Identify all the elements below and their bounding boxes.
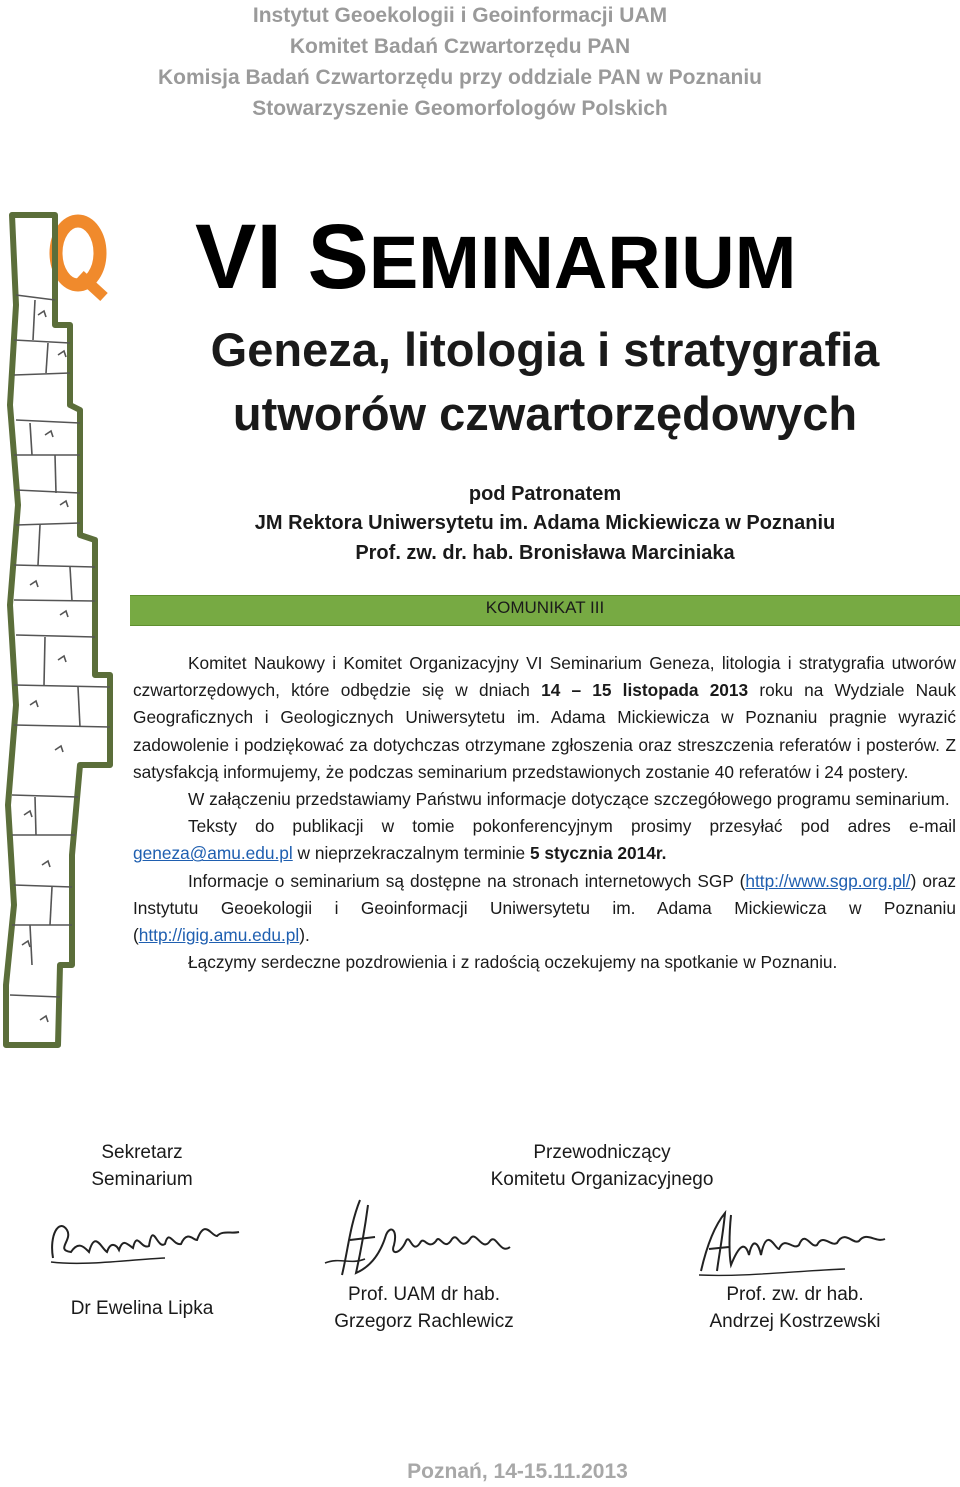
org-line: Komisja Badań Czwartorzędu przy oddziale PAN w Poznaniu [157,66,763,89]
seminar-title [195,205,895,308]
title-vi: VI [195,206,308,308]
chair1-name: Grzegorz Rachlewicz [334,1311,514,1332]
q-letter-icon [56,221,104,297]
patron-line-3: Prof. zw. dr. hab. Bronisława Marciniaka [355,542,735,564]
paragraph: Łączymy serdeczne pozdrowienia i z radością oczekujemy na spotkanie w Poznaniu. [188,952,838,973]
text: ). [299,925,310,946]
chair1-block [299,1281,549,1335]
signature-lipka [45,1200,245,1275]
paragraph [133,868,956,950]
role-line: Seminarium [91,1169,193,1190]
deadline-bold: 5 stycznia 2014r. [529,843,667,864]
paragraph: W załączeniu przedstawiamy Państwu informacje dotyczące szczegółowego programu seminarium. [188,789,950,810]
sgp-link[interactable]: http://www.sgp.org.pl/ [745,870,911,891]
signature-kostrzewski [695,1205,890,1280]
subtitle-line-2: utworów czwartorzędowych [232,387,858,440]
title-s: S [307,206,369,308]
patron-line-1: pod Patronatem [468,483,622,505]
secretary-name: Dr Ewelina Lipka [70,1298,214,1319]
communique-label: KOMUNIKAT III [485,598,605,617]
role-line: Komitetu Organizacyjnego [490,1169,714,1190]
date-bold: 14 – 15 listopada 2013 [541,680,749,701]
logo-graphic [0,205,130,1055]
text: Informacje o seminarium są dostępne na stronach internetowych SGP ( [188,870,746,891]
patron-line-2: JM Rektora Uniwersytetu im. Adama Mickiewicza w Poznaniu [254,512,836,534]
igig-link[interactable]: http://igig.amu.edu.pl [138,925,300,946]
org-line: Komitet Badań Czwartorzędu PAN [289,35,631,58]
text: ) oraz Instytutu Geoekologii i Geoinformacji Uniwersytetu im. Adama Mickiewicza w Poznaniu ( [133,870,956,946]
chair-role [452,1139,752,1193]
chair1-title: Prof. UAM dr hab. [347,1284,501,1305]
role-line: Przewodniczący [533,1142,671,1163]
text: Komitet Naukowy i Komitet Organizacyjny VI Seminarium Geneza, litologia i stratygrafia utworów czwartorzędowych, które odbędzie się w dniach [133,653,956,701]
signature-rachlewicz [320,1195,520,1280]
org-line: Stowarzyszenie Geomorfologów Polskich [252,97,668,120]
paragraph [133,813,956,867]
stratigraphy-column-icon [0,205,130,1055]
chair2-title: Prof. zw. dr hab. [726,1284,864,1305]
role-line: Sekretarz [101,1142,183,1163]
subtitle-line-1: Geneza, litologia i stratygrafia [210,323,880,376]
footer-place-date: Poznań, 14-15.11.2013 [407,1460,628,1483]
org-line: Instytut Geoekologii i Geoinformacji UAM [252,4,668,27]
text: w nieprzekraczalnym terminie [292,843,530,864]
communique-body [133,650,956,976]
text: roku na Wydziale Nauk Geograficznych i Geologicznych Uniwersytetu im. Adama Mickiewicza w Poznaniu pragnie wyrazić zadowolenie i podziękować za dotychczas otrzymane zgłoszenia oraz streszczenia referatów i posterów. Z satysfakcją informujemy, że podczas seminarium przedstawionych zostanie 40 referatów i 24 postery. [133,680,956,782]
communique-banner [130,595,960,626]
header-organizations [0,0,960,124]
paragraph [133,650,956,786]
chair2-name: Andrzej Kostrzewski [709,1311,881,1332]
secretary-role [42,1139,242,1193]
email-link[interactable]: geneza@amu.edu.pl [133,843,293,864]
chair2-block [670,1281,920,1335]
text: Teksty do publikacji w tomie pokonferencyjnym prosimy przesyłać pod adres e-mail [188,816,956,837]
title-rest: EMINARIUM [368,221,797,304]
